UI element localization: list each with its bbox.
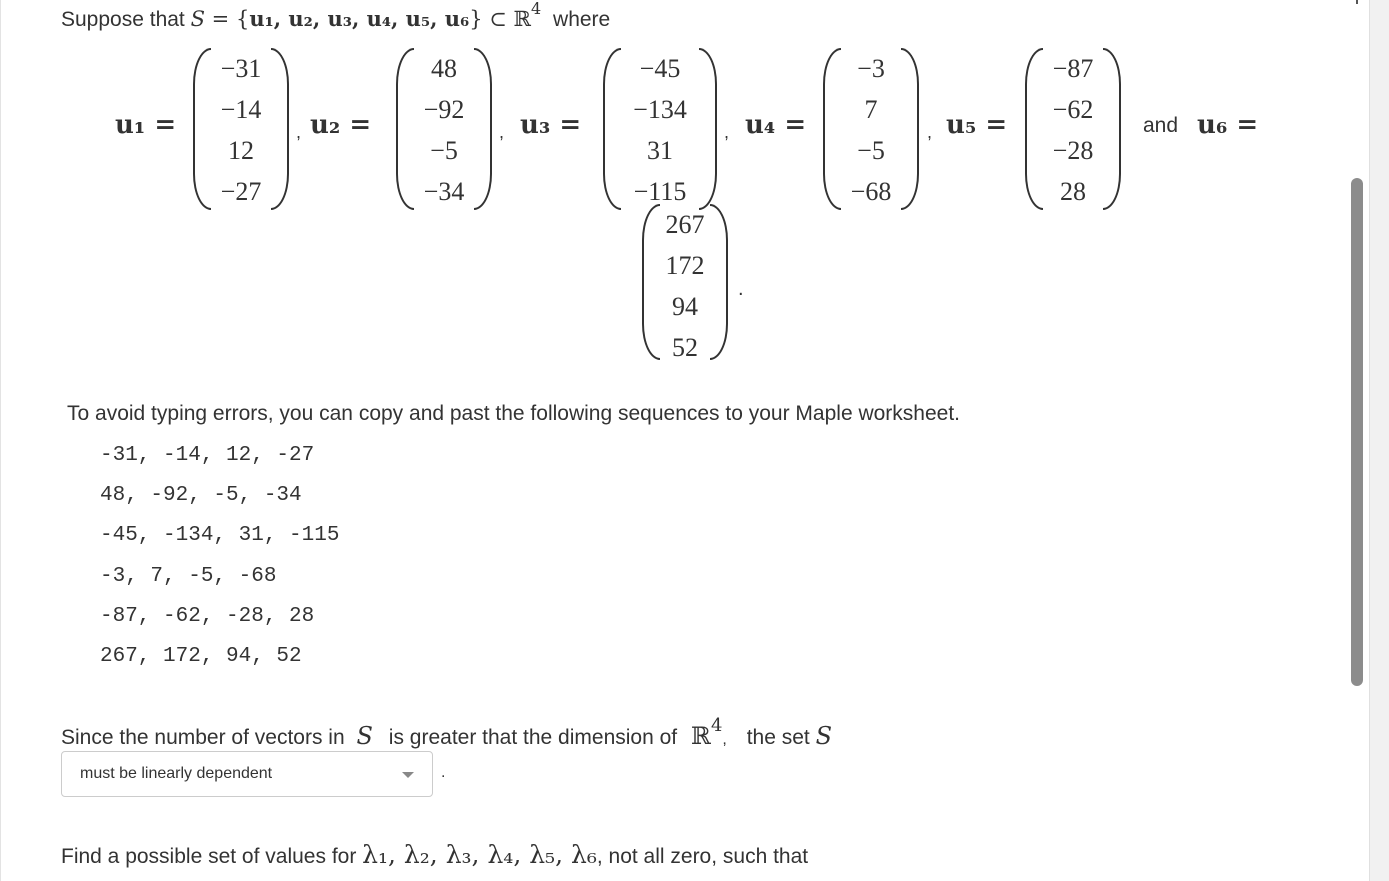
vector-u4-entry: −5 — [857, 136, 885, 165]
and-word: and — [1143, 114, 1179, 137]
copy-note: To avoid typing errors, you can copy and past the following sequences to your Maple worksheet. — [67, 402, 961, 425]
intro-dim: 4 — [531, 0, 542, 18]
vector-u1-entry: −14 — [220, 95, 262, 124]
vector-u5-entry: −87 — [1052, 54, 1094, 83]
vector-u3-entry: −134 — [633, 95, 687, 124]
vector-u4-entry: 7 — [864, 95, 878, 124]
find-suffix: , not all zero, such that — [596, 845, 809, 868]
since-set-symbol: S — [356, 722, 373, 750]
vector-u3-entry: 31 — [647, 136, 673, 165]
since-text-3: the set — [746, 726, 810, 749]
vector-u3-entry: −115 — [633, 177, 687, 206]
vector-u3 — [603, 48, 717, 210]
dependence-select[interactable] — [61, 751, 433, 797]
intro-subset: ⊂ ℝ — [482, 7, 531, 31]
vector-u1-entry: −27 — [220, 177, 262, 206]
find-statement — [61, 840, 808, 869]
vector-u1-entry: 12 — [228, 136, 254, 165]
vector-u2-entry: −34 — [423, 177, 465, 206]
chevron-down-icon — [402, 772, 414, 778]
dependence-select-value: must be linearly dependent — [80, 765, 273, 782]
vector-u6-entry: 267 — [665, 210, 705, 239]
vector-u5-entry: −28 — [1052, 136, 1094, 165]
intro-close: } — [469, 7, 483, 31]
sequence-line[interactable]: 267, 172, 94, 52 — [100, 645, 302, 668]
since-text-2: is greater that the dimension of — [388, 726, 678, 749]
vector-u2-entry: 48 — [431, 54, 457, 83]
period: . — [738, 278, 744, 300]
vector-u3-entry: −45 — [639, 54, 681, 83]
sequence-line[interactable]: -87, -62, -28, 28 — [100, 605, 315, 628]
vector-u4-entry: −68 — [850, 177, 892, 206]
period: . — [441, 764, 446, 781]
vector-u2 — [396, 48, 492, 210]
vector-u4-entry: −3 — [857, 54, 885, 83]
vector-label-u5: u₅ = — [946, 110, 1008, 140]
vector-u1 — [193, 48, 289, 210]
vector-label-u4: u₄ = — [745, 110, 807, 140]
vector-u5 — [1025, 48, 1121, 210]
intro-members: u₁, u₂, u₃, u₄, u₅, u₆ — [249, 6, 470, 31]
vector-u6-entry: 94 — [672, 292, 698, 321]
vector-u6-entry: 172 — [665, 251, 705, 280]
sequence-line[interactable]: -3, 7, -5, -68 — [100, 565, 277, 588]
scrollbar-thumb[interactable] — [1351, 178, 1363, 686]
set-symbol: S — [190, 7, 205, 31]
sequence-line[interactable]: -31, -14, 12, -27 — [100, 444, 315, 467]
scroll-marker — [1356, 0, 1358, 4]
scrollbar-track[interactable] — [1369, 0, 1389, 881]
sequence-line[interactable]: 48, -92, -5, -34 — [100, 484, 302, 507]
vector-u1-entry: −31 — [220, 54, 262, 83]
vector-definitions: u₁ = −31 −14 12 −27 , u₂ = 48 −92 −5 −34 , u₃ = −45 −134 31 −115 , u₄ = −3 7 −5 −68 , u₅ = −87 −62 −28 28 and u₆ = — [0, 44, 1300, 209]
since-comma: , — [722, 731, 727, 748]
vector-label-u2: u₂ = — [310, 110, 372, 140]
vector-u6-entry: 52 — [672, 333, 698, 362]
vector-label-u6: u₆ = — [1197, 110, 1259, 140]
intro-suffix: where — [553, 8, 611, 31]
vector-u2-entry: −92 — [423, 95, 465, 124]
vector-label-u1: u₁ = — [115, 110, 177, 140]
vector-u2-entry: −5 — [430, 136, 458, 165]
since-text-1: Since the number of vectors in — [61, 726, 345, 749]
sequence-line[interactable]: -45, -134, 31, -115 — [100, 524, 340, 547]
find-lambdas: λ₁, λ₂, λ₃, λ₄, λ₅, λ₆ — [362, 840, 597, 869]
since-dim: 4 — [710, 715, 723, 736]
vector-u5-entry: 28 — [1060, 177, 1086, 206]
since-statement — [61, 715, 833, 750]
since-space: ℝ — [690, 722, 711, 750]
find-text: Find a possible set of values for — [61, 845, 357, 868]
vector-label-u3: u₃ = — [520, 110, 582, 140]
vector-u4 — [823, 48, 919, 210]
intro-eq: = { — [205, 7, 250, 31]
intro-line — [61, 0, 611, 32]
since-set-symbol-2: S — [815, 722, 833, 750]
vector-u6 — [642, 204, 728, 360]
intro-prefix: Suppose that — [61, 8, 185, 31]
vector-u5-entry: −62 — [1052, 95, 1094, 124]
